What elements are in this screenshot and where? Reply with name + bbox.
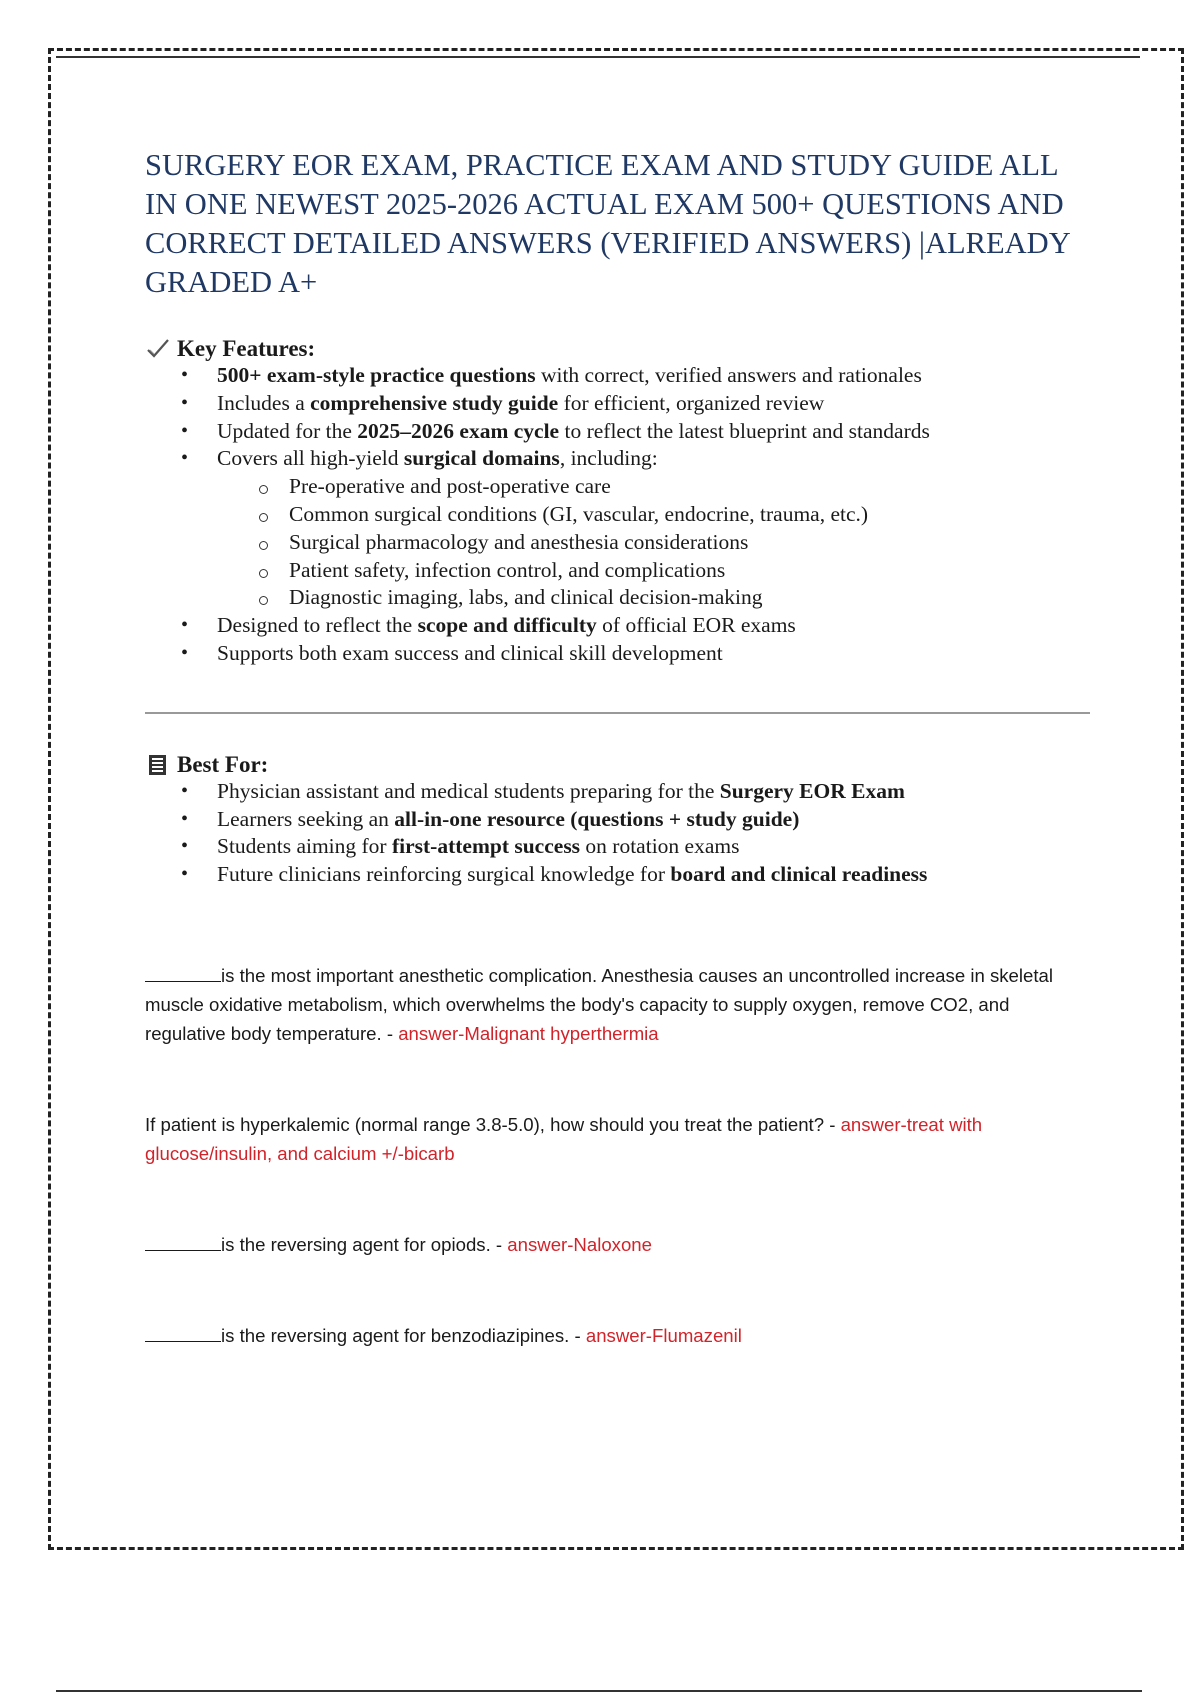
answer-text: answer-Flumazenil [585,1324,742,1346]
best-for-label: Best For: [177,751,269,777]
list-item: • Supports both exam success and clinical skill development [217,640,1095,668]
question-block: is the most important anesthetic complication. Anesthesia causes an uncontrolled increase in skeletal muscle oxidative metabolism, which overwhelms the body's capacity to supply oxygen, remove CO2, and regulative body temperature. - answer-Malignant hyperthermia [145,964,1054,1044]
answer-text: answer-Naloxone [507,1233,652,1255]
sub-list-item: Diagnostic imaging, labs, and clinical decision-making [289,584,1095,612]
question-block: is the reversing agent for benzodiazipines. - answer-Flumazenil [145,1321,1095,1350]
answer-blank [145,1234,221,1251]
list-item: • Covers all high-yield surgical domains, including: Pre-operative and post-operative care Common surgical conditions (GI, vascular, endocrine, trauma, etc.) Surgical pharmacology and anesthesia considerations Patient safety, infection control, and complications Diagnostic imaging, labs, and clinical decision-making [217,445,1095,612]
best-for-list [145,778,1095,889]
notebook-icon [145,752,171,778]
sub-list-item: Patient safety, infection control, and complications [289,557,1095,585]
list-item: • Students aiming for first-attempt success on rotation exams [217,833,1095,861]
question-block: is the reversing agent for opiods. - answer-Naloxone [145,1230,1095,1259]
question-block: If patient is hyperkalemic (normal range 3.8-5.0), how should you treat the patient? - answer-treat with glucose/insulin, and calcium +/-bicarb [145,1113,983,1164]
answer-text: answer-Malignant hyperthermia [398,1022,659,1044]
key-features-list [145,362,1095,668]
sub-list-item: Common surgical conditions (GI, vascular, endocrine, trauma, etc.) [289,501,1095,529]
checkmark-icon [145,336,171,362]
surgical-domains-sublist [217,473,1095,612]
list-item: • 500+ exam-style practice questions with correct, verified answers and rationales [217,362,1095,390]
answer-text: answer-treat with glucose/insulin, and calcium +/-bicarb [145,1113,983,1164]
answer-blank [145,1325,221,1342]
list-item: • Updated for the 2025–2026 exam cycle to reflect the latest blueprint and standards [217,418,1095,446]
list-item: • Learners seeking an all-in-one resource (questions + study guide) [217,806,1095,834]
section-divider [145,712,1090,714]
list-item: • Physician assistant and medical students preparing for the Surgery EOR Exam [217,778,1095,806]
footer-rule [56,1690,1142,1692]
best-for-heading [145,752,1095,778]
sub-list-item: Pre-operative and post-operative care [289,473,1095,501]
list-item: • Designed to reflect the scope and difficulty of official EOR exams [217,612,1095,640]
document-title: SURGERY EOR EXAM, PRACTICE EXAM AND STUDY GUIDE ALL IN ONE NEWEST 2025-2026 ACTUAL EXAM 500+ QUESTIONS AND CORRECT DETAILED ANSWERS (VERIFIED ANSWERS) |ALREADY GRADED A+ [145,148,1070,299]
sub-list-item: Surgical pharmacology and anesthesia considerations [289,529,1095,557]
list-item: • Includes a comprehensive study guide for efficient, organized review [217,390,1095,418]
list-item: • Future clinicians reinforcing surgical knowledge for board and clinical readiness [217,861,1095,889]
header-rule [56,56,1140,58]
key-features-label: Key Features: [177,336,316,361]
document-content [145,146,1095,1350]
answer-blank [145,965,221,982]
key-features-heading [145,336,1095,362]
